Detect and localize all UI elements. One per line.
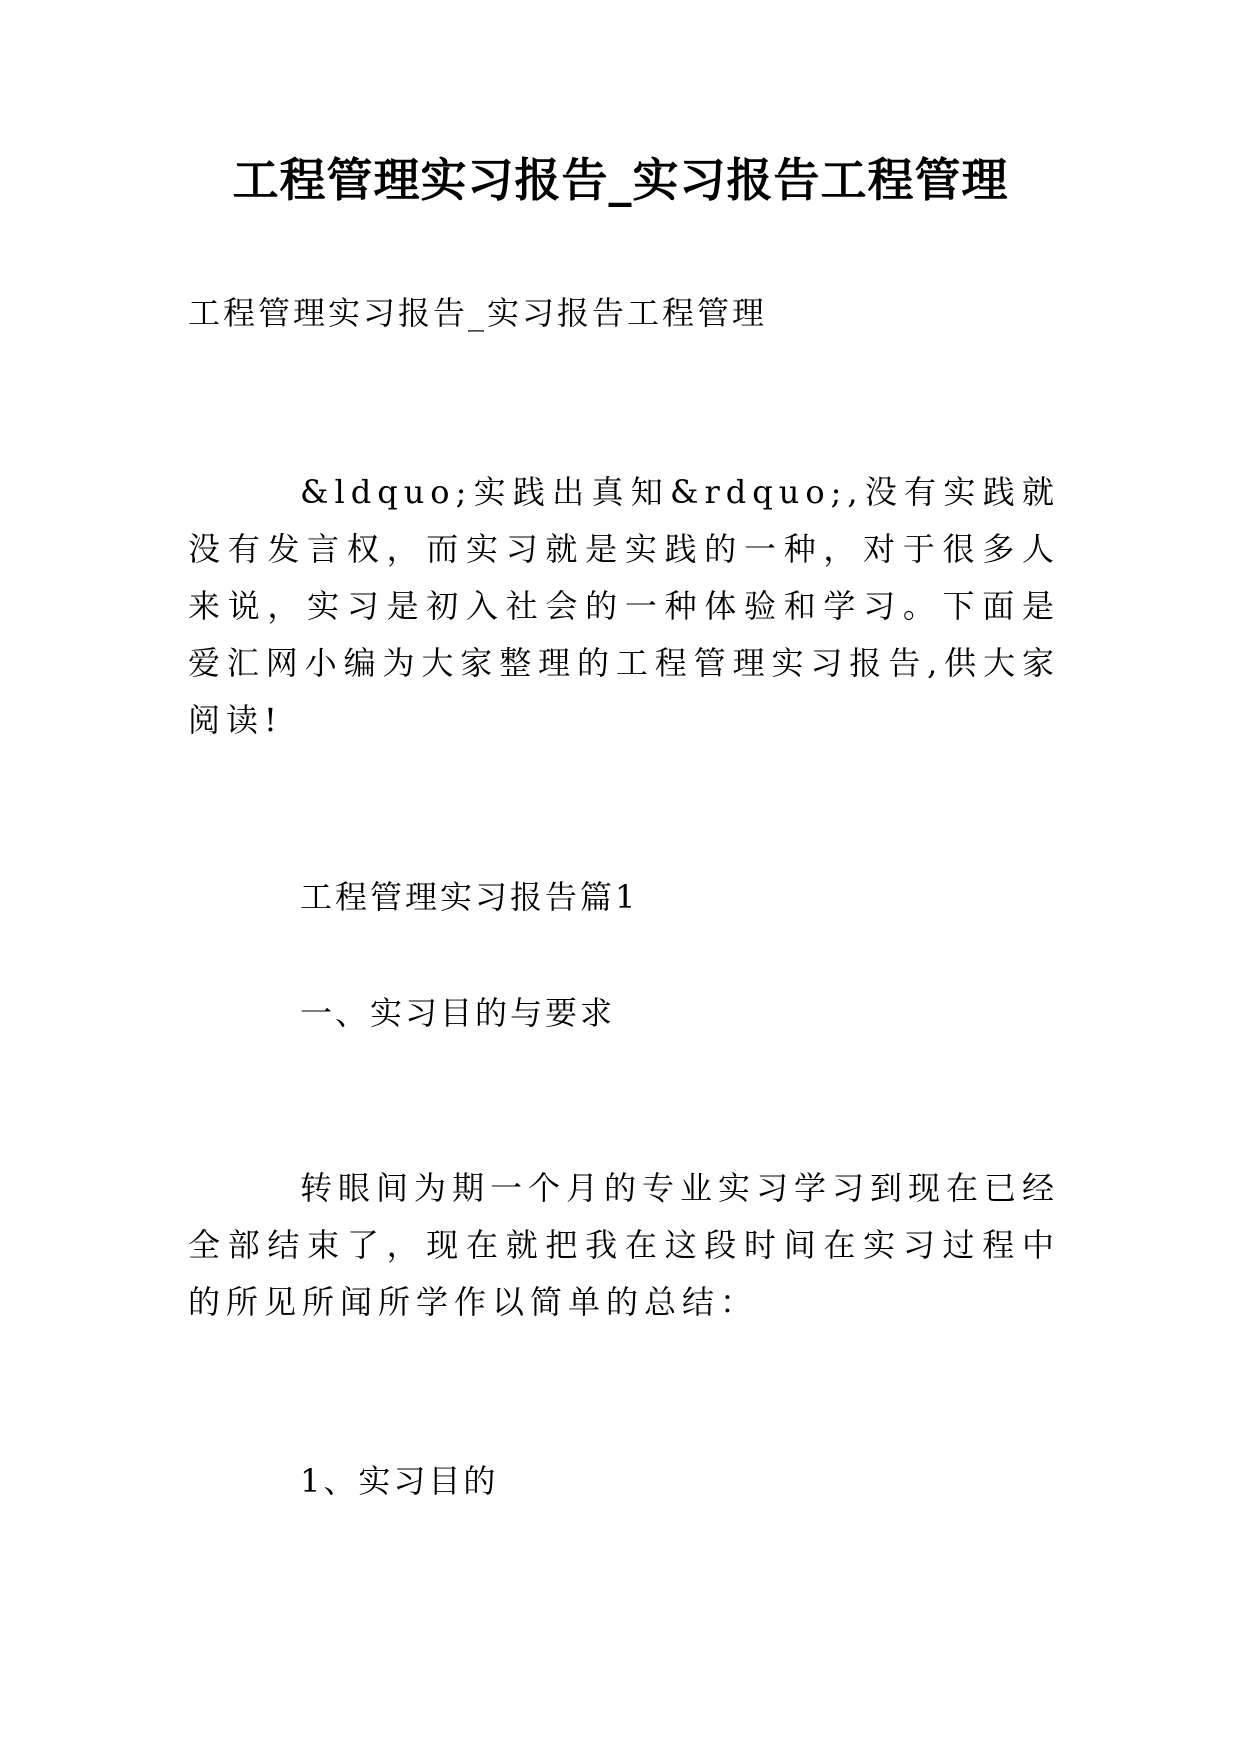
- subtitle-line: 工程管理实习报告_实习报告工程管理: [188, 294, 768, 332]
- item-heading: 1、实习目的: [300, 1462, 499, 1500]
- intro-paragraph: &ldquo;实践出真知&rdquo;,没有实践就没有发言权，而实习就是实践的一种，对于很多人来说，实习是初入社会的一种体验和学习。下面是爱汇网小编为大家整理的工程管理实习报告,供大家阅读!: [188, 473, 1060, 739]
- body-paragraph: 转眼间为期一个月的专业实习学习到现在已经全部结束了，现在就把我在这段时间在实习过程中的所见所闻所学作以简单的总结：: [188, 1169, 1061, 1321]
- document-title: 工程管理实习报告_实习报告工程管理: [232, 153, 1009, 207]
- section-heading: 工程管理实习报告篇1: [300, 878, 639, 916]
- subsection-heading: 一、实习目的与要求: [300, 994, 616, 1032]
